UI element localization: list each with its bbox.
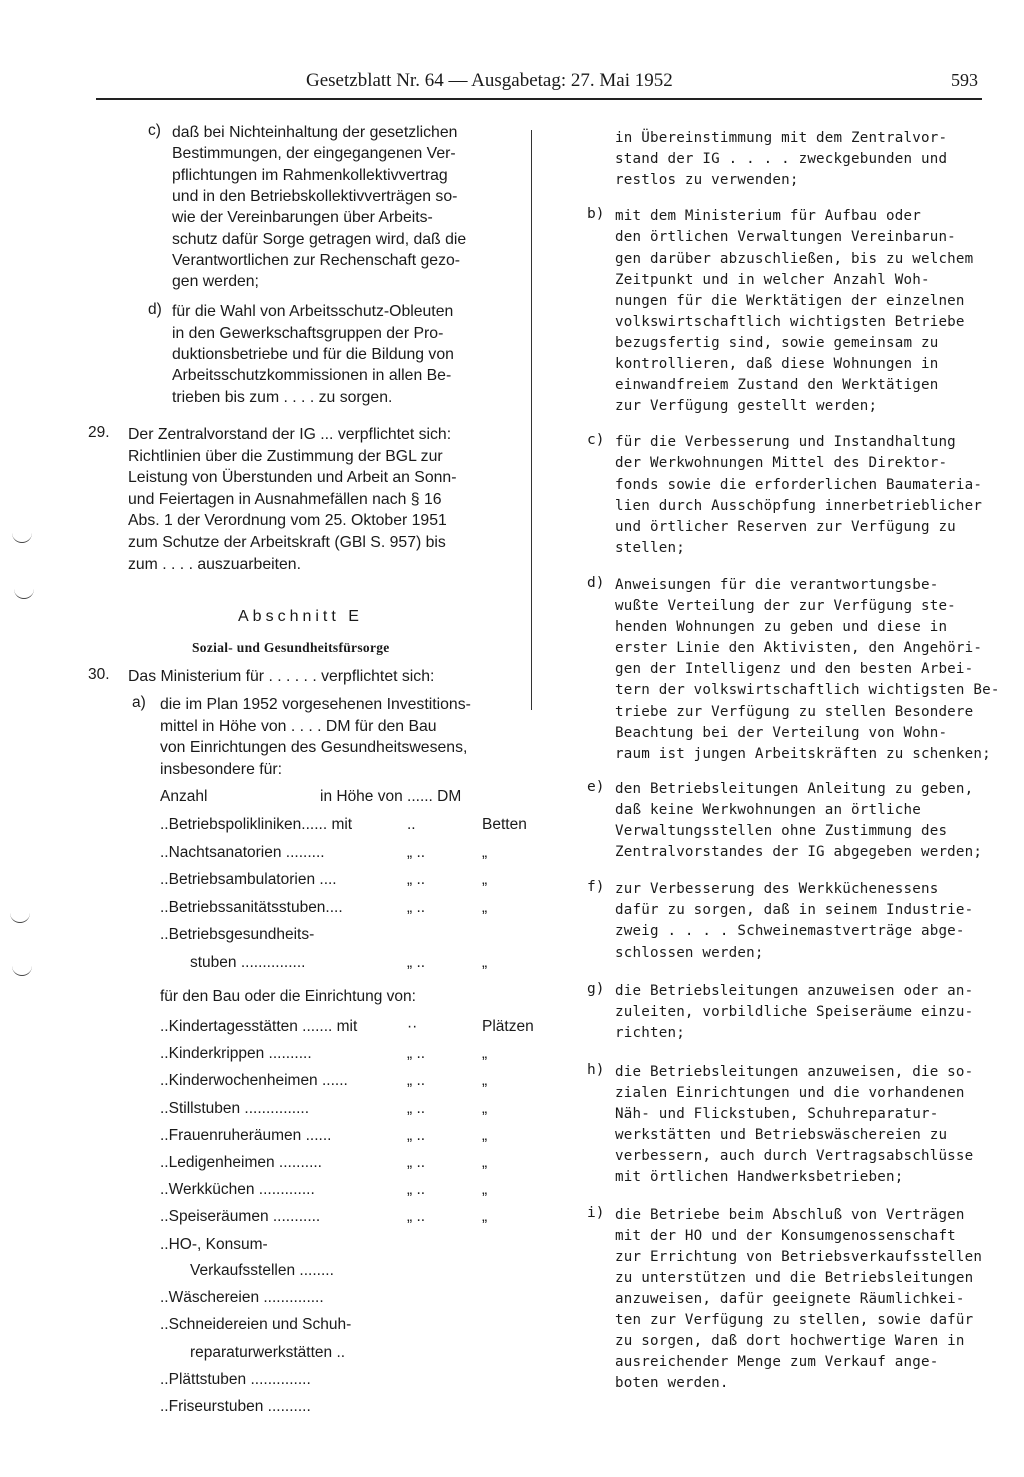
item-e-line: Verwaltungsstellen ohne Zustimmung des xyxy=(615,823,948,839)
table1-ditto: „ .. xyxy=(407,898,426,916)
continuation-line: in Übereinstimmung mit dem Zentralvor- xyxy=(615,130,948,146)
item-c-line: lien durch Ausschöpfung innerbetrieblicher xyxy=(615,497,983,514)
table2-ditto: „ .. xyxy=(407,1126,426,1144)
item-b-line: bezugsfertig sind, sowie gemeinsam zu xyxy=(615,334,939,351)
item-d-line: für die Wahl von Arbeitsschutz-Obleuten xyxy=(172,303,454,321)
table1-label: ..Betriebsgesundheits- xyxy=(160,926,315,944)
item-b-line: Zeitpunkt und in welcher Anzahl Woh- xyxy=(615,271,930,288)
item-i-line: anzuweisen, dafür geeignete Räumlichkei- xyxy=(615,1290,965,1307)
table2-unit: „ xyxy=(482,1181,488,1199)
item-29-line: Der Zentralvorstand der IG ... verpflichtet sich: xyxy=(128,425,452,443)
table1-unit: „ xyxy=(482,898,488,916)
table2-ditto: „ .. xyxy=(407,1154,426,1171)
table1-ditto: „ .. xyxy=(407,843,426,861)
item-e-line: daß keine Werkwohnungen an örtliche xyxy=(615,801,921,818)
item-d-line: duktionsbetriebe und für die Bildung von xyxy=(172,346,454,363)
item-b-line: einwandfreiem Zustand den Werktätigen xyxy=(615,377,939,394)
item-g-line: die Betriebsleitungen anzuweisen oder an- xyxy=(615,982,974,999)
item-g-line: richten; xyxy=(615,1024,685,1041)
item-i-line: zu sorgen, daß dort hochwertige Waren in xyxy=(615,1333,965,1350)
item-30a-line: mittel in Höhe von . . . . DM für den Bau xyxy=(160,717,437,735)
item-g-line: zuleiten, vorbildliche Speiseräume einzu- xyxy=(615,1003,974,1020)
continuation-line: stand der IG . . . . zweckgebunden und xyxy=(615,151,948,168)
table1-header-amount: in Höhe von ...... DM xyxy=(320,788,462,805)
table2-ditto: ·· xyxy=(407,1018,418,1035)
table2-label: Verkaufsstellen ........ xyxy=(190,1262,334,1279)
item-b-line: volkswirtschaftlich wichtigsten Betriebe xyxy=(615,313,965,330)
table2-ditto: „ .. xyxy=(407,1072,426,1090)
item-c-line: wie der Vereinbarungen über Arbeits- xyxy=(172,209,433,227)
item-29-line: Leistung von Überstunden und Arbeit an Sonn- xyxy=(128,469,457,487)
item-c-line: gen werden; xyxy=(172,273,259,291)
item-d-marker: d) xyxy=(587,574,605,591)
table2-label: ..Speiseräumen ........... xyxy=(160,1208,321,1226)
item-h-line: mit örtlichen Handwerksbetrieben; xyxy=(615,1169,904,1186)
item-f-line: zur Verbesserung des Werkküchenessens xyxy=(615,881,939,898)
section-heading: Abschnitt E xyxy=(238,608,363,625)
item-e-marker: e) xyxy=(587,778,605,795)
item-h-line: die Betriebsleitungen anzuweisen, die so- xyxy=(615,1063,974,1080)
item-i-marker: i) xyxy=(587,1204,605,1221)
item-29-line: zum Schutze der Arbeitskraft (GBl S. 957) bis xyxy=(128,533,446,551)
item-c-marker: c) xyxy=(148,122,161,139)
item-g-marker: g) xyxy=(587,980,605,997)
item-d-line: triebe zur Verfügung zu stellen Besondere xyxy=(615,703,974,720)
table2-label: ..HO-, Konsum- xyxy=(160,1235,268,1253)
item-b-line: gen darüber abzuschließen, bis zu welchem xyxy=(615,250,974,267)
table1-label: ..Betriebssanitätsstuben.... xyxy=(160,898,343,916)
item-i-line: ausreichender Menge zum Verkauf ange- xyxy=(615,1354,939,1371)
item-b-marker: b) xyxy=(587,206,605,223)
item-h-marker: h) xyxy=(587,1061,605,1078)
item-30a-line: insbesondere für: xyxy=(160,760,283,778)
item-30-marker: 30. xyxy=(88,666,110,683)
table1-unit: „ xyxy=(482,954,488,971)
item-c-line: für die Verbesserung und Instandhaltung xyxy=(615,434,956,451)
table2-label: ..Stillstuben ............... xyxy=(160,1099,310,1117)
item-c-line: Verantwortlichen zur Rechenschaft gezo- xyxy=(172,251,461,269)
column-divider xyxy=(531,130,532,710)
table2-label: ..Plättstuben .............. xyxy=(160,1370,311,1388)
table2-label: ..Kinderwochenheimen ...... xyxy=(160,1072,348,1090)
item-i-line: boten werden. xyxy=(615,1375,729,1392)
table2-unit: Plätzen xyxy=(482,1018,534,1035)
item-c-line: daß bei Nichteinhaltung der gesetzlichen xyxy=(172,124,458,141)
table2-ditto: „ .. xyxy=(407,1099,426,1117)
item-d-line: Beachtung bei der Verteilung von Wohn- xyxy=(615,724,948,741)
item-b-line: zur Verfügung gestellt werden; xyxy=(615,398,878,415)
table1-label: stuben ............... xyxy=(190,954,306,971)
item-b-line: kontrollieren, daß diese Wohnungen in xyxy=(615,356,939,372)
item-c-line: pflichtungen im Rahmenkollektivvertrag xyxy=(172,166,448,184)
item-h-line: verbessern, auch durch Vertragsabschlüsse xyxy=(615,1148,974,1165)
table1-unit: „ xyxy=(482,843,488,861)
table2-label: ..Kindertagesstätten ....... mit xyxy=(160,1018,358,1035)
table2-unit: „ xyxy=(482,1126,488,1144)
table1-unit: Betten xyxy=(482,816,527,833)
margin-mark xyxy=(12,965,32,976)
item-b-line: nungen für die Werktätigen der einzelnen xyxy=(615,292,965,309)
item-i-line: zur Errichtung von Betriebsverkaufsstellen xyxy=(615,1248,983,1265)
item-i-line: ten zur Verfügung zu stellen, sowie dafür xyxy=(615,1312,974,1328)
item-i-line: zu unterstützen und die Betriebsleitungen xyxy=(615,1269,974,1286)
item-30a-line: von Einrichtungen des Gesundheitswesens, xyxy=(160,739,468,757)
table1-ditto: „ .. xyxy=(407,871,426,889)
table2-unit: „ xyxy=(482,1154,488,1171)
item-c-line: und örtlicher Reserven zur Verfügung zu xyxy=(615,518,956,535)
item-b-line: den örtlichen Verwaltungen Vereinbarun- xyxy=(615,229,956,246)
table2-unit: „ xyxy=(482,1099,488,1117)
table2-unit: „ xyxy=(482,1072,488,1090)
item-29-line: und Feiertagen in Ausnahmefällen nach § 16 xyxy=(128,490,442,508)
item-c-line: schutz dafür Sorge getragen wird, daß die xyxy=(172,230,467,248)
item-29-line: Richtlinien über die Zustimmung der BGL zur xyxy=(128,447,443,465)
item-d-line: henden Wohnungen zu geben und diese in xyxy=(615,619,948,636)
item-h-line: Näh- und Flickstuben, Schuhreparatur- xyxy=(615,1106,939,1123)
item-c-line: und in den Betriebskollektivverträgen so- xyxy=(172,187,458,205)
item-f-line: schlossen werden; xyxy=(615,944,764,961)
item-d-marker: d) xyxy=(148,301,162,319)
table2-label: ..Friseurstuben .......... xyxy=(160,1398,311,1415)
item-e-line: den Betriebsleitungen Anleitung zu geben, xyxy=(615,780,974,797)
margin-mark xyxy=(12,532,32,543)
item-d-line: in den Gewerkschaftsgruppen der Pro- xyxy=(172,324,444,342)
item-h-line: zialen Einrichtungen und die vorhandenen xyxy=(615,1085,965,1101)
item-c-line: Bestimmungen, der eingegangenen Ver- xyxy=(172,145,456,163)
item-f-line: dafür zu sorgen, daß in seinem Industrie- xyxy=(615,902,974,919)
item-b-line: mit dem Ministerium für Aufbau oder xyxy=(615,208,921,225)
item-c-line: fonds sowie die erforderlichen Baumateria- xyxy=(615,476,983,493)
item-c-line: der Werkwohnungen Mittel des Direktor- xyxy=(615,455,948,472)
item-e-line: Zentralvorstandes der IG abgegeben werden; xyxy=(615,844,983,861)
item-d-line: gen der Intelligenz und den besten Arbei- xyxy=(615,661,974,678)
table1-header-count: Anzahl xyxy=(160,788,208,805)
margin-mark xyxy=(14,588,34,599)
table2-label: ..Frauenruheräumen ...... xyxy=(160,1126,332,1144)
item-c-marker: c) xyxy=(587,432,605,449)
item-d-line: erster Linie den Aktivisten, den Angehöri- xyxy=(615,640,983,657)
table2-ditto: „ .. xyxy=(407,1208,426,1226)
item-29-line: Abs. 1 der Verordnung vom 25. Oktober 1951 xyxy=(128,512,447,530)
table2-label: ..Ledigenheimen .......... xyxy=(160,1154,322,1171)
table1-label: ..Betriebsambulatorien .... xyxy=(160,871,337,889)
item-i-line: mit der HO und der Konsumgenossenschaft xyxy=(615,1227,956,1244)
table2-label: ..Kinderkrippen .......... xyxy=(160,1045,312,1063)
table2-intro: für den Bau oder die Einrichtung von: xyxy=(160,988,416,1005)
page-number: 593 xyxy=(951,70,978,90)
item-30-intro: Das Ministerium für . . . . . . verpflichtet sich: xyxy=(128,668,435,685)
table2-ditto: „ .. xyxy=(407,1045,426,1063)
table2-unit: „ xyxy=(482,1045,488,1063)
item-d-line: tern der volkswirtschaftlich wichtigsten Be- xyxy=(615,682,1000,699)
table1-label: ..Betriebspolikliniken...... mit xyxy=(160,816,353,833)
item-29-line: zum . . . . auszuarbeiten. xyxy=(128,555,301,573)
item-30a-line: die im Plan 1952 vorgesehenen Investitions- xyxy=(160,696,471,713)
item-f-line: zweig . . . . Schweinemastverträge abge- xyxy=(615,923,965,940)
item-d-line: Arbeitsschutzkommissionen in allen Be- xyxy=(172,367,452,385)
item-d-line: trieben bis zum . . . . zu sorgen. xyxy=(172,388,393,406)
header-title: Gesetzblatt Nr. 64 — Ausgabetag: 27. Mai 1952 xyxy=(306,70,673,91)
table1-label: ..Nachtsanatorien ......... xyxy=(160,843,325,861)
table2-label: ..Wäschereien .............. xyxy=(160,1289,324,1307)
continuation-line: restlos zu verwenden; xyxy=(615,172,799,189)
item-d-line: Anweisungen für die verantwortungsbe- xyxy=(615,576,939,593)
item-d-line: raum ist jungen Arbeitskräften zu schenken; xyxy=(615,745,991,762)
table2-label: reparaturwerkstätten .. xyxy=(190,1343,346,1361)
table2-label: ..Werkküchen ............. xyxy=(160,1181,315,1199)
item-29-marker: 29. xyxy=(88,423,110,441)
item-30a-marker: a) xyxy=(132,694,146,711)
table1-unit: „ xyxy=(482,871,488,889)
item-h-line: werkstätten und Betriebswäschereien zu xyxy=(615,1127,948,1144)
page-header xyxy=(96,68,982,100)
table2-label: ..Schneidereien und Schuh- xyxy=(160,1316,352,1334)
table1-ditto: „ .. xyxy=(407,954,426,971)
table2-unit: „ xyxy=(482,1208,488,1226)
item-i-line: die Betriebe beim Abschluß von Verträgen xyxy=(615,1206,965,1223)
section-subheading: Sozial- und Gesundheitsfürsorge xyxy=(192,640,390,655)
margin-mark xyxy=(10,912,30,923)
item-c-line: stellen; xyxy=(615,539,685,556)
table2-ditto: „ .. xyxy=(407,1181,426,1199)
table1-ditto: .. xyxy=(407,816,416,833)
item-d-line: wußte Verteilung der zur Verfügung ste- xyxy=(615,598,956,614)
item-f-marker: f) xyxy=(587,879,605,896)
